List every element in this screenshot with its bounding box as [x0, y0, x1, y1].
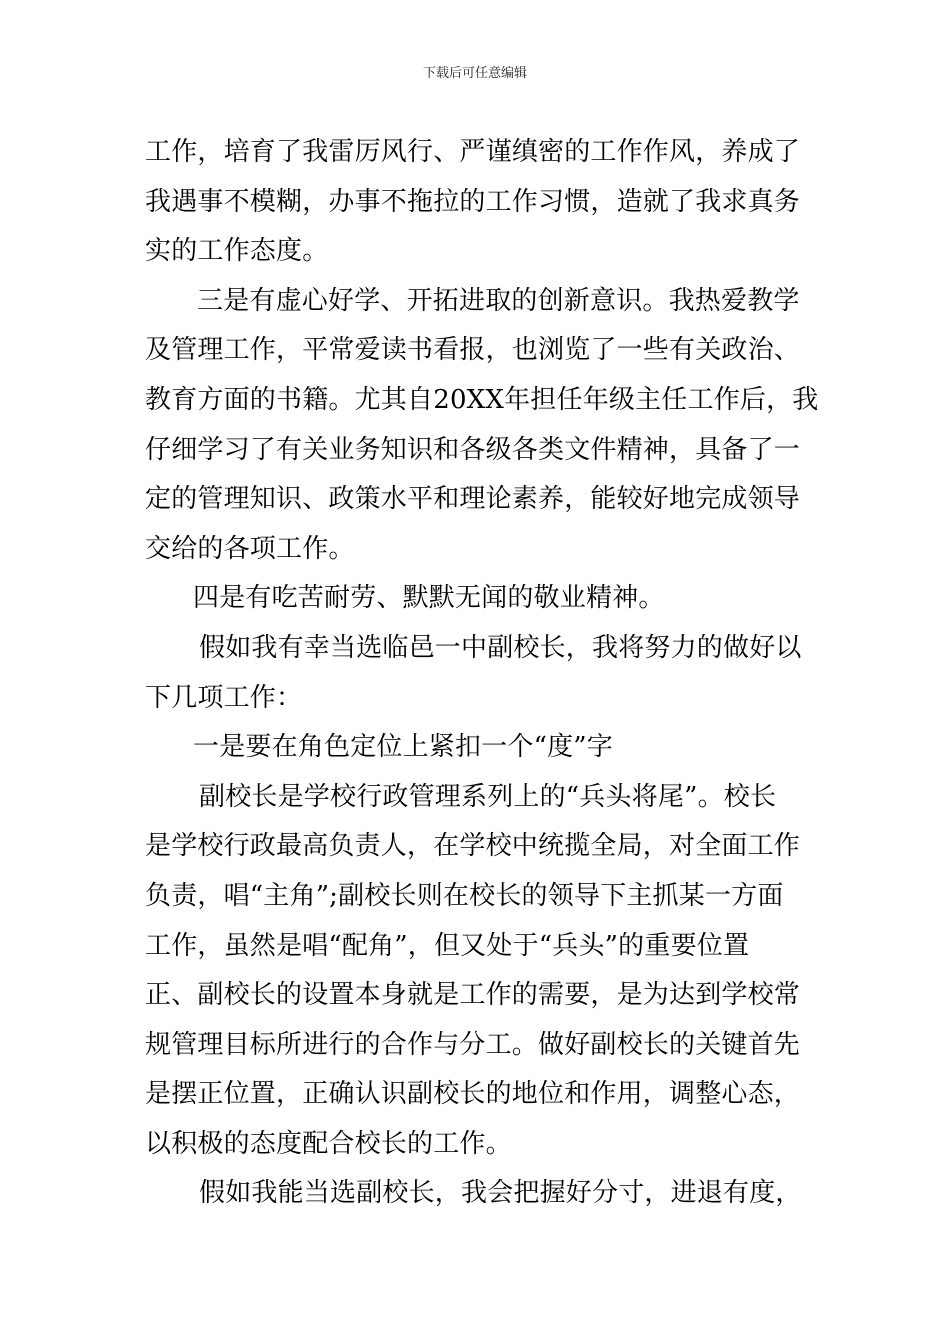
text-line: 副校长是学校行政管理系列上的“兵头将尾”。校长 [199, 781, 777, 812]
text-line: 工作，培育了我雷厉风行、严谨缜密的工作作风，养成了 [145, 137, 801, 167]
text-line: 假如我能当选副校长，我会把握好分寸，进退有度， [199, 1178, 802, 1209]
text-line: 及管理工作，平常爱读书看报，也浏览了一些有关政治、 [145, 335, 801, 366]
text-line: 规管理目标所进行的合作与分工。做好副校长的关键首先 [145, 1029, 801, 1060]
text-line: 是学校行政最高负责人，在学校中统揽全局，对全面工作 [145, 831, 801, 862]
text-line: 正、副校长的设置本身就是工作的需要，是为达到学校常 [145, 980, 801, 1011]
text-line: 我遇事不模糊，办事不拖拉的工作习惯，造就了我求真务 [145, 186, 801, 217]
text-line: 负责，唱“主角”;副校长则在校长的领导下主抓某一方面 [145, 880, 784, 911]
text-line: 以积极的态度配合校长的工作。 [145, 1128, 512, 1159]
text-line: 教育方面的书籍。尤其自20XX年担任年级主任工作后，我 [145, 384, 819, 415]
text-line: 实的工作态度。 [145, 236, 329, 267]
header-note: 下载后可任意编辑 [422, 66, 527, 81]
page-header [0, 66, 950, 82]
text-line: 下几项工作： [145, 682, 303, 713]
text-line: 仔细学习了有关业务知识和各级各类文件精神，具备了一 [145, 434, 801, 465]
text-line: 一是要在角色定位上紧扣一个“度”字 [193, 732, 613, 763]
text-line: 定的管理知识、政策水平和理论素养，能较好地完成领导 [145, 484, 801, 515]
text-line: 是摆正位置，正确认识副校长的地位和作用，调整心态， [145, 1079, 801, 1110]
text-line: 假如我有幸当选临邑一中副校长，我将努力的做好以 [199, 632, 802, 663]
text-line: 工作，虽然是唱“配角”，但又处于“兵头”的重要位置 [145, 930, 750, 961]
text-line: 交给的各项工作。 [145, 533, 355, 564]
text-line: 四是有吃苦耐劳、默默无闻的敬业精神。 [193, 583, 665, 614]
text-line: 三是有虚心好学、开拓进取的创新意识。我热爱教学 [197, 285, 800, 316]
document-body [145, 128, 819, 1219]
